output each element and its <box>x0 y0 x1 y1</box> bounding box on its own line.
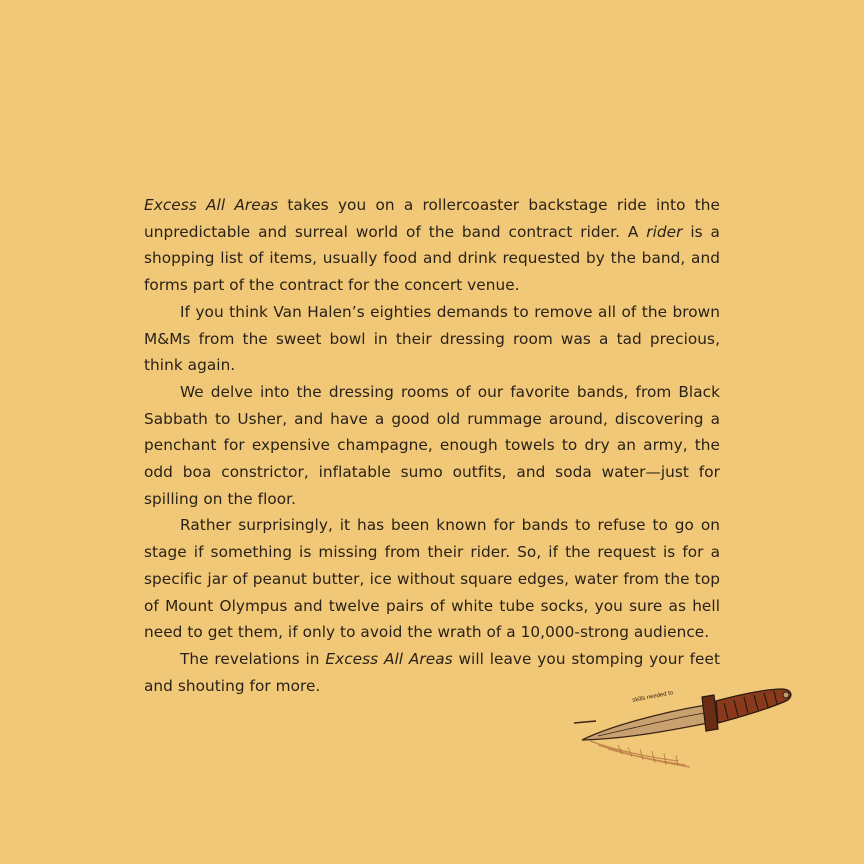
knife-blade-text: skills needed to <box>632 690 674 704</box>
blurb-paragraph <box>144 192 720 299</box>
blurb-paragraph <box>144 379 720 513</box>
text-segment: is a shopping list of items, usually food and drink requested by the band, and forms part of the contract for the concert venue. <box>144 222 720 295</box>
italic-text: Excess All Areas <box>144 196 279 214</box>
italic-text: Excess All Areas <box>325 649 453 668</box>
text-segment: We delve into the dressing rooms of our favorite bands, from Black Sabbath to Usher, and have a good old rummage around, discovering a penchant for expensive champagne, enough towels to dry an army, the odd boa constrictor, inflatable sumo outfits, and soda water—just for spilling on the floor. <box>144 382 720 508</box>
text-segment: The revelations in <box>180 649 326 668</box>
blurb-paragraph <box>144 512 720 646</box>
knife-icon <box>568 683 800 769</box>
text-segment: Rather surprisingly, it has been known for bands to refuse to go on stage if something is missing from their rider. So, if the request is for a specific jar of peanut butter, ice without square edges, water from the top of Mount Olympus and twelve pairs of white tube socks, you sure as hell need to get them, if only to avoid the wrath of a 10,000-strong audience. <box>144 516 720 642</box>
blurb-paragraph <box>144 299 720 379</box>
text-segment: If you think Van Halen’s eighties demands to remove all of the brown M&Ms from the sweet bowl in their dressing room was a tad precious, think again. <box>144 302 720 375</box>
italic-text: rider <box>646 222 683 241</box>
text-segment: will leave you stomping your feet and shouting for more. <box>144 649 721 695</box>
text-segment: takes you on a rollercoaster backstage ride into the unpredictable and surreal world of the band contract rider. A <box>144 196 720 241</box>
back-cover-blurb <box>144 192 720 699</box>
